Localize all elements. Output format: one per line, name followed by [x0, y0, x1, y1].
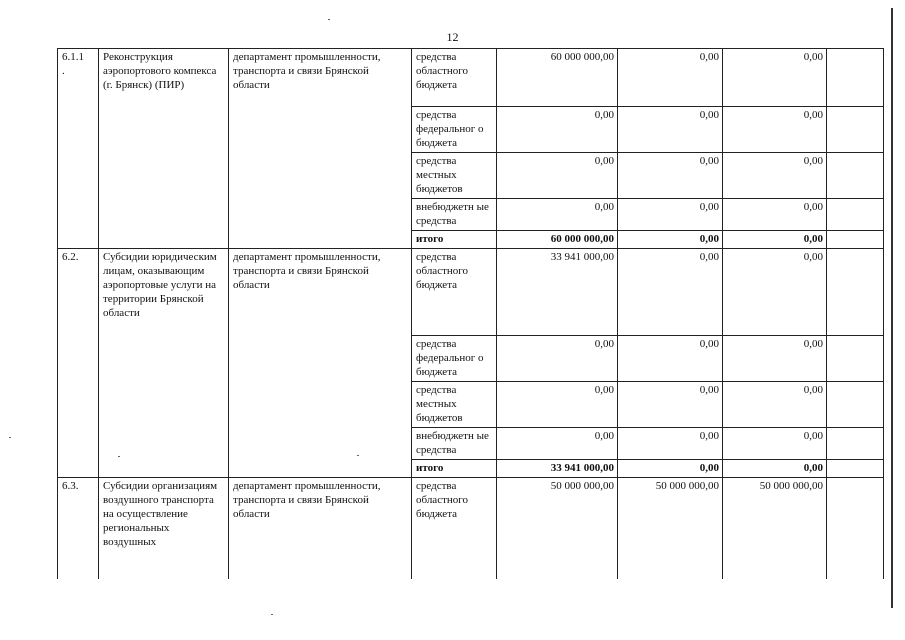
amount-year-3: 0,00: [723, 336, 827, 382]
scan-speck: [328, 19, 330, 20]
amount-year-3: 0,00: [723, 428, 827, 460]
item-name: Субсидии организациям воздушного транспорта на осуществление региональных воздушных: [99, 478, 229, 579]
funding-source: средства местных бюджетов: [412, 153, 497, 199]
scan-speck: [271, 614, 273, 615]
amount-year-1: 33 941 000,00: [497, 249, 618, 336]
amount-year-1: 0,00: [497, 153, 618, 199]
amount-year-3: 0,00: [723, 249, 827, 336]
funding-source: средства областного бюджета: [412, 478, 497, 579]
amount-year-2: 0,00: [618, 231, 723, 249]
amount-year-2: 0,00: [618, 336, 723, 382]
empty-cell: [827, 49, 884, 107]
amount-year-3: 0,00: [723, 231, 827, 249]
budget-table: [57, 48, 884, 579]
funding-source: средства местных бюджетов: [412, 382, 497, 428]
item-name: Реконструкция аэропортового компекса (г. Брянск) (ПИР): [99, 49, 229, 249]
amount-year-2: 0,00: [618, 249, 723, 336]
responsible-department: департамент промышленности, транспорта и связи Брянской области: [229, 249, 412, 478]
amount-year-1: 60 000 000,00: [497, 231, 618, 249]
amount-year-1: 0,00: [497, 107, 618, 153]
amount-year-3: 0,00: [723, 153, 827, 199]
amount-year-2: 0,00: [618, 460, 723, 478]
amount-year-1: 0,00: [497, 199, 618, 231]
amount-year-1: 60 000 000,00: [497, 49, 618, 107]
item-code: 6.3.: [58, 478, 99, 579]
empty-cell: [827, 478, 884, 579]
table-row: [58, 249, 884, 336]
amount-year-2: 0,00: [618, 153, 723, 199]
amount-year-3: 0,00: [723, 49, 827, 107]
amount-year-2: 0,00: [618, 49, 723, 107]
funding-source: средства областного бюджета: [412, 249, 497, 336]
item-name: Субсидии юридическим лицам, оказывающим аэропортовые услуги на территории Брянской области: [99, 249, 229, 478]
scan-speck: [9, 437, 11, 438]
amount-year-1: 33 941 000,00: [497, 460, 618, 478]
amount-year-3: 50 000 000,00: [723, 478, 827, 579]
amount-year-1: 0,00: [497, 428, 618, 460]
item-code: 6.2.: [58, 249, 99, 478]
responsible-department: департамент промышленности, транспорта и связи Брянской области: [229, 478, 412, 579]
empty-cell: [827, 199, 884, 231]
empty-cell: [827, 107, 884, 153]
amount-year-3: 0,00: [723, 107, 827, 153]
page-number: 12: [446, 30, 459, 44]
amount-year-1: 50 000 000,00: [497, 478, 618, 579]
amount-year-1: 0,00: [497, 336, 618, 382]
amount-year-2: 0,00: [618, 199, 723, 231]
funding-source: итого: [412, 231, 497, 249]
amount-year-1: 0,00: [497, 382, 618, 428]
empty-cell: [827, 428, 884, 460]
empty-cell: [827, 336, 884, 382]
table-row: [58, 478, 884, 579]
item-code: 6.1.1 .: [58, 49, 99, 249]
table-row: [58, 49, 884, 107]
empty-cell: [827, 249, 884, 336]
funding-source: внебюджетн ые средства: [412, 199, 497, 231]
responsible-department: департамент промышленности, транспорта и связи Брянской области: [229, 49, 412, 249]
empty-cell: [827, 460, 884, 478]
amount-year-3: 0,00: [723, 460, 827, 478]
funding-source: внебюджетн ые средства: [412, 428, 497, 460]
amount-year-3: 0,00: [723, 199, 827, 231]
scan-edge-line: [891, 8, 893, 608]
empty-cell: [827, 153, 884, 199]
amount-year-2: 50 000 000,00: [618, 478, 723, 579]
amount-year-3: 0,00: [723, 382, 827, 428]
amount-year-2: 0,00: [618, 382, 723, 428]
funding-source: средства областного бюджета: [412, 49, 497, 107]
empty-cell: [827, 231, 884, 249]
funding-source: средства федеральног о бюджета: [412, 107, 497, 153]
empty-cell: [827, 382, 884, 428]
funding-source: средства федеральног о бюджета: [412, 336, 497, 382]
amount-year-2: 0,00: [618, 107, 723, 153]
funding-source: итого: [412, 460, 497, 478]
amount-year-2: 0,00: [618, 428, 723, 460]
